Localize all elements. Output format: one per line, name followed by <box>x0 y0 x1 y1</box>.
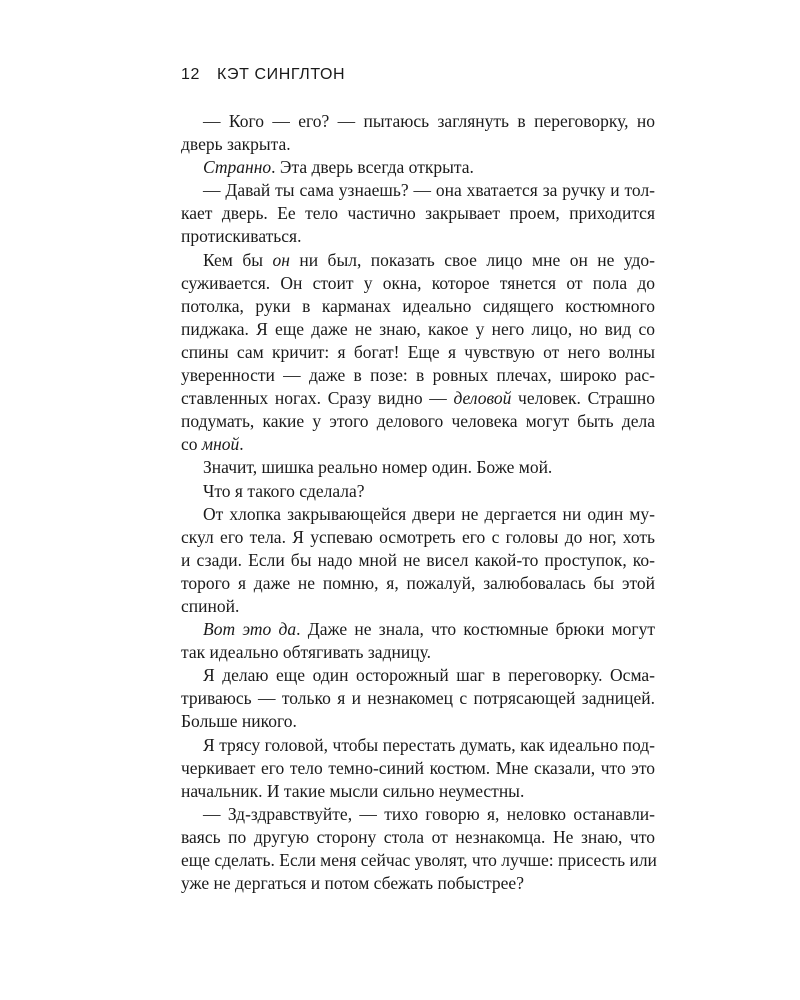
text-line <box>181 687 655 710</box>
text-run: Больше никого. <box>181 711 297 732</box>
text-line <box>181 433 655 456</box>
text-line <box>181 618 655 641</box>
text-run: дверь закрыта. <box>181 134 291 155</box>
text-line <box>181 664 655 687</box>
italic-text: Странно <box>203 157 272 178</box>
text-line <box>181 272 655 295</box>
text-run: Значит, шишка реально номер один. Боже мой. <box>203 457 553 478</box>
text-run: — Кого — его? — пытаюсь заглянуть в переговорку, но <box>203 111 655 131</box>
text-line <box>181 249 655 272</box>
text-run: . Даже не знала, что костюмные брюки могут <box>296 619 655 640</box>
text-line <box>181 133 655 156</box>
text-run: Я делаю еще один осторожный шаг в переговорку. Осма- <box>203 665 655 686</box>
running-title: КЭТ СИНГЛТОН <box>217 66 346 83</box>
text-run: суживается. Он стоит у окна, которое тянется от пола до <box>181 272 655 293</box>
text-line <box>181 503 655 526</box>
text-line <box>181 710 655 733</box>
text-line <box>181 387 655 410</box>
text-run: ставленных ногах. Сразу видно — <box>181 388 454 409</box>
text-line <box>181 179 655 202</box>
text-run: . Эта дверь всегда открыта. <box>271 157 474 178</box>
text-line <box>181 480 655 503</box>
running-head <box>181 66 345 84</box>
italic-text: он <box>272 249 290 270</box>
text-run: спины сам кричит: я богат! Еще я чувствую от него волны <box>181 341 655 362</box>
text-run: еще сделать. Если меня сейчас уволят, что лучше: присесть или <box>181 850 657 870</box>
text-run: начальник. И такие мысли сильно неуместны. <box>181 780 525 801</box>
text-line <box>181 341 655 364</box>
text-run: ни был, показать свое лицо мне он не удо- <box>289 249 655 270</box>
text-line <box>181 803 655 826</box>
text-line <box>181 849 655 872</box>
text-run: кает дверь. Ее тело частично закрывает проем, приходится <box>181 203 655 224</box>
text-run: уже не дергаться и потом сбежать побыстрее? <box>181 873 524 894</box>
text-line <box>181 410 655 433</box>
text-run: скул его тела. Я успеваю осмотреть его с головы до ног, хоть <box>181 526 655 547</box>
text-run: уверенности — даже в позе: в ровных плечах, широко рас- <box>181 365 655 386</box>
italic-text: деловой <box>453 388 512 409</box>
text-run: подумать, какие у этого делового человека могут быть дела <box>181 411 655 432</box>
page-number: 12 <box>181 66 200 83</box>
text-line <box>181 456 655 479</box>
text-line <box>181 156 655 179</box>
text-run: триваюсь — только я и незнакомец с потрясающей задницей. <box>181 688 655 709</box>
text-line <box>181 572 655 595</box>
text-run: черкивает его тело темно-синий костюм. Мне сказали, что это <box>181 757 655 778</box>
text-run: торого я даже не помню, я, пожалуй, залюбовалась бы этой <box>181 572 655 593</box>
text-line <box>181 734 655 757</box>
text-run: потолка, руки в карманах идеально сидящего костюмного <box>181 295 655 316</box>
text-run: От хлопка закрывающейся двери не дергается ни один му- <box>203 503 655 524</box>
text-line <box>181 549 655 572</box>
text-line <box>181 202 655 225</box>
text-run: ваясь по другую сторону стола от незнакомца. Не знаю, что <box>181 826 655 847</box>
text-run: Я трясу головой, чтобы перестать думать, как идеально под- <box>203 734 655 755</box>
text-run: пиджака. Я еще даже не знаю, какое у него лицо, но вид со <box>181 318 655 339</box>
body-text <box>181 110 655 895</box>
text-line <box>181 318 655 341</box>
text-run: протискиваться. <box>181 226 302 247</box>
text-run: со <box>181 434 202 455</box>
text-line <box>181 595 655 618</box>
text-run: — Зд-здравствуйте, — тихо говорю я, неловко останавли- <box>203 803 655 824</box>
text-line <box>181 295 655 318</box>
text-run: — Давай ты сама узнаешь? — она хватается за ручку и тол- <box>203 180 655 201</box>
italic-text: Вот это да <box>203 619 297 640</box>
text-line <box>181 872 655 895</box>
text-line <box>181 757 655 780</box>
text-run: и сзади. Если бы надо мной не висел какой-то проступок, ко- <box>181 549 655 570</box>
text-line <box>181 225 655 248</box>
text-line <box>181 526 655 549</box>
text-line <box>181 780 655 803</box>
text-run: спиной. <box>181 595 240 616</box>
text-run: Кем бы <box>203 249 273 270</box>
text-line <box>181 641 655 664</box>
text-line <box>181 110 655 133</box>
text-run: . <box>239 434 244 455</box>
text-line <box>181 826 655 849</box>
text-run: так идеально обтягивать задницу. <box>181 642 431 663</box>
text-run: человек. Страшно <box>511 388 655 409</box>
text-line <box>181 364 655 387</box>
italic-text: мной <box>201 434 240 455</box>
text-run: Что я такого сделала? <box>203 480 365 501</box>
